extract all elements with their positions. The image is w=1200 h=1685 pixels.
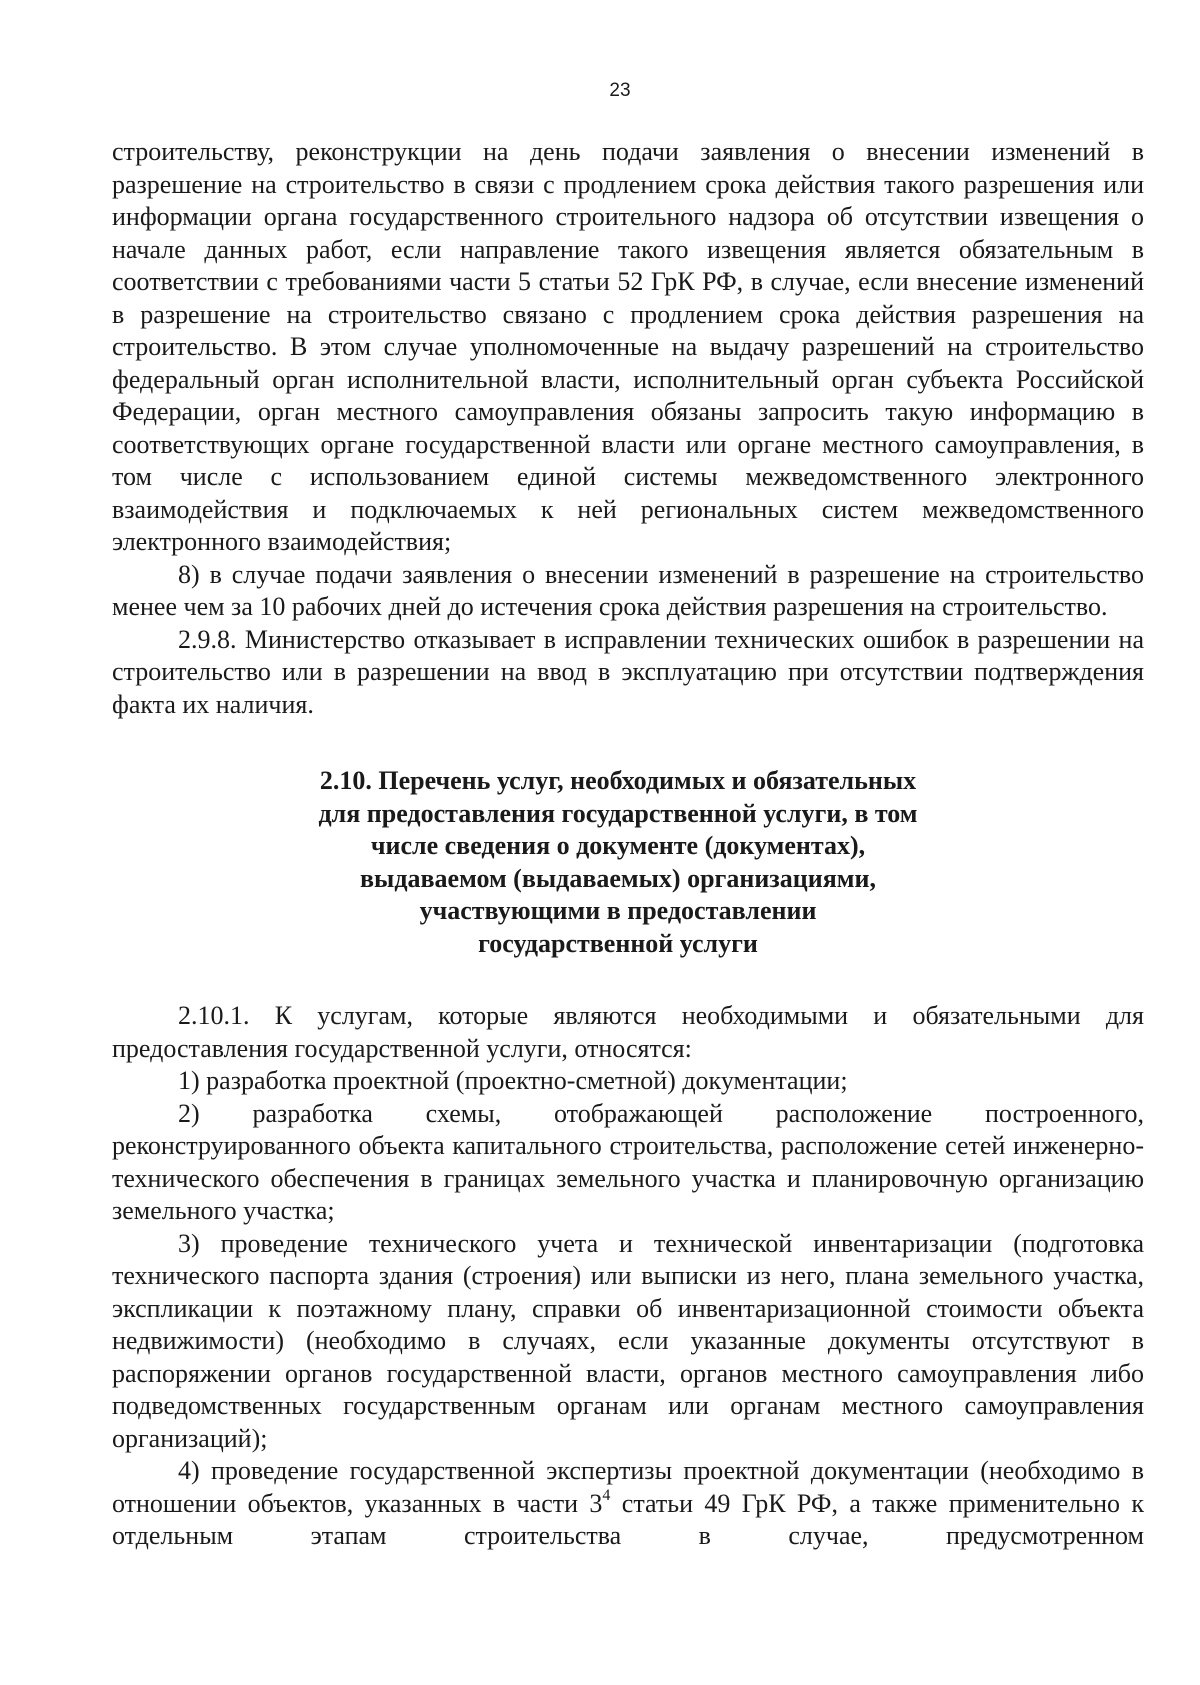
paragraph-item-1: 1) разработка проектной (проектно-сметной) документации; [178,1066,848,1095]
paragraph-2-9-8: 2.9.8. Министерство отказывает в исправлении технических ошибок в разрешении на строительство или в разрешении на ввод в эксплуатацию при отсутствии подтверждения факта их наличия. [112,624,1144,719]
superscript: 4 [602,1486,611,1504]
heading-line: 2.10. Перечень услуг, необходимых и обязательных [319,766,917,795]
page-number: 23 [609,80,631,101]
heading-line: государственной услуги [478,928,758,958]
heading-line: числе сведения о документе (документах), [370,831,866,860]
heading-line: участвующими в предоставлении [419,896,817,925]
paragraph-item-4-text-b: статьи 49 ГрК РФ, а также применительно к отдельным этапам строительства в случае, предусмотренном [112,1488,1145,1550]
heading-line: для предоставления государственной услуги, в том [318,798,918,828]
section-heading-2-10 [112,765,918,960]
paragraph-item-4 [112,1455,1144,1553]
paragraph-2-10-1: 2.10.1. К услугам, которые являются необходимыми и обязательными для предоставления государственной услуги, относятся: [112,1001,1144,1063]
paragraph-item-3: 3) проведение технического учета и технической инвентаризации (подготовка технического паспорта здания (строения) или выписки из него, плана земельного участка, экспликации к поэтажному плану, справки об инвентаризационной стоимости объекта недвижимости) (необходимо в случаях, если указанные документы отсутствуют в распоряжении органов государственной власти, органов местного самоуправления либо подведомственных государственным органам или органам местного самоуправления организаций); [112,1228,1144,1453]
document-body [112,136,1144,1553]
paragraph-item-2: 2) разработка схемы, отображающей расположение построенного, реконструированного объекта капитального строительства, расположение сетей инженерно-технического обеспечения в границах земельного участка и планировочную организацию земельного участка; [112,1098,1144,1225]
heading-line: выдаваемом (выдаваемых) организациями, [360,863,876,893]
paragraph-continuation: строительству, реконструкции на день подачи заявления о внесении изменений в разрешение на строительство в связи с продлением срока действия такого разрешения или информации органа государственного строительного надзора об отсутствии извещения о начале данных работ, если направление такого извещения является обязательным в соответствии с требованиями части 5 статьи 52 ГрК РФ, в случае, если внесение изменений в разрешение на строительство связано с продлением срока действия разрешения на строительство. В этом случае уполномоченные на выдачу разрешений на строительство федеральный орган исполнительной власти, исполнительный орган субъекта Российской Федерации, орган местного самоуправления обязаны запросить такую информацию в соответствующих органе государственной власти или органе местного самоуправления, в том числе с использованием единой системы межведомственного электронного взаимодействия и подключаемых к ней региональных систем межведомственного электронного взаимодействия; [112,137,1144,556]
paragraph-item-8: 8) в случае подачи заявления о внесении изменений в разрешение на строительство менее чем за 10 рабочих дней до истечения срока действия разрешения на строительство. [112,559,1144,621]
paragraph-item-4-text-a: 4) проведение государственной экспертизы проектной документации (необходимо в отношении объектов, указанных в части 3 [112,1456,1144,1518]
